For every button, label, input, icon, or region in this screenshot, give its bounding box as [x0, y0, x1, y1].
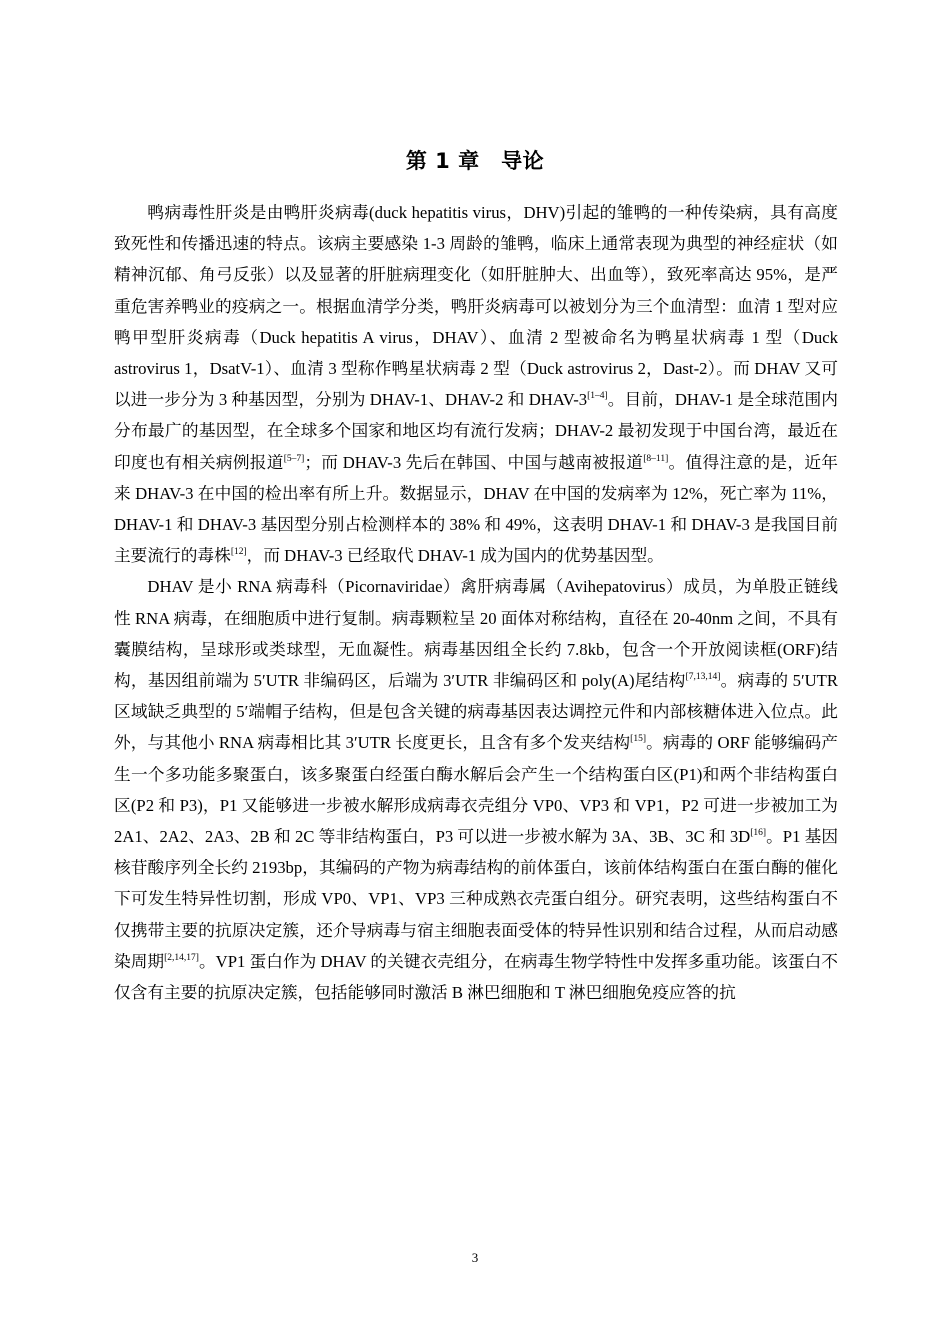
- text-run: 鸭病毒性肝炎是由鸭肝炎病毒(duck hepatitis virus，DHV)引起的雏鸭的一种传染病，具有高度致死性和传播迅速的特点。该病主要感染 1-3 周龄的雏鸭，临床上通常表现为典型的神经症状（如精神沉郁、角弓反张）以及显著的肝脏病理变化（如肝脏肿大、出血等），致死率高达 95%，是严重危害养鸭业的疫病之一。根据血清学分类，鸭肝炎病毒可以被划分为三个血清型：血清 1 型对应鸭甲型肝炎病毒（Duck hepatitis A virus，DHAV）、血清 2 型被命名为鸭星状病毒 1 型（Duck astrovirus 1，DsatV-1）、血清 3 型称作鸭星状病毒 2 型（Duck astrovirus 2，Dast-2）。而 DHAV 又可以进一步分为 3 种基因型，分别为 DHAV-1、DHAV-2 和 DHAV-3: [114, 203, 838, 410]
- text-run: DHAV 是小 RNA 病毒科（Picornaviridae）禽肝病毒属（Avihepatovirus）成员，为单股正链线性 RNA 病毒，在细胞质中进行复制。病毒颗粒呈 20 面体对称结构，直径在 20-40nm 之间，不具有囊膜结构，呈球形或类球型，无血凝性。病毒基因组全长约 7.8kb，包含一个开放阅读框(ORF)结构，基因组前端为 5′UTR 非编码区，后端为 3′UTR 非编码区和 poly(A)尾结构: [114, 577, 838, 691]
- citation-ref: [5–7]: [283, 453, 305, 464]
- citation-ref: [16]: [750, 828, 767, 839]
- citation-ref: [1–4]: [587, 391, 608, 402]
- paragraph: [114, 197, 838, 571]
- text-run: 。VP1 蛋白作为 DHAV 的关键衣壳组分，在病毒生物学特性中发挥多重功能。该蛋白不仅含有主要的抗原决定簇，包括能够同时激活 B 淋巴细胞和 T 淋巴细胞免疫应答的抗: [114, 951, 838, 1003]
- body-text: [114, 197, 838, 1008]
- text-run: 。病毒的 ORF 能够编码产生一个多功能多聚蛋白，该多聚蛋白经蛋白酶水解后会产生一个结构蛋白区(P1)和两个非结构蛋白区(P2 和 P3)，P1 又能够进一步被水解形成病毒衣壳组分 VP0、VP3 和 VP1，P2 可进一步被加工为 2A1、2A2、2A3、2B 和 2C 等非结构蛋白，P3 可以进一步被水解为 3A、3B、3C 和 3D: [114, 733, 838, 847]
- text-run: 。目前，DHAV-1 是全球范围内分布最广的基因型，在全球多个国家和地区均有流行发病；DHAV-2 最初发现于中国台湾，最近在印度也有相关病例报道: [114, 390, 838, 472]
- page-number: 3: [471, 1250, 479, 1265]
- citation-ref: [2,14,17]: [164, 952, 199, 963]
- text-run: 。病毒的 5′UTR 区域缺乏典型的 5′端帽子结构，但是包含关键的病毒基因表达调控元件和内部核糖体进入位点。此外，与其他小 RNA 病毒相比其 3′UTR 长度更长，且含有多个发夹结构: [114, 671, 838, 753]
- text-run: 。P1 基因核苷酸序列全长约 2193bp，其编码的产物为病毒结构的前体蛋白，该前体结构蛋白在蛋白酶的催化下可发生特异性切割，形成 VP0、VP1、VP3 三种成熟衣壳蛋白组分。研究表明，这些结构蛋白不仅携带主要的抗原决定簇，还介导病毒与宿主细胞表面受体的特异性识别和结合过程，从而启动感染周期: [114, 827, 838, 971]
- citation-ref: [12]: [230, 547, 247, 558]
- citation-ref: [8–11]: [643, 453, 669, 464]
- text-run: ；而 DHAV-3 先后在韩国、中国与越南被报道: [304, 452, 644, 472]
- text-run: ，而 DHAV-3 已经取代 DHAV-1 成为国内的优势基因型。: [246, 546, 664, 566]
- citation-ref: [15]: [630, 734, 646, 745]
- citation-ref: [7,13,14]: [685, 672, 721, 683]
- paragraph: [114, 571, 838, 1008]
- chapter-title: 第 1 章 导论: [405, 149, 545, 173]
- text-run: 。值得注意的是，近年来 DHAV-3 在中国的检出率有所上升。数据显示，DHAV 在中国的发病率为 12%，死亡率为 11%，DHAV-1 和 DHAV-3 基因型分别占检测样本的 38% 和 49%，这表明 DHAV-1 和 DHAV-3 是我国目前主要流行的毒株: [114, 452, 838, 566]
